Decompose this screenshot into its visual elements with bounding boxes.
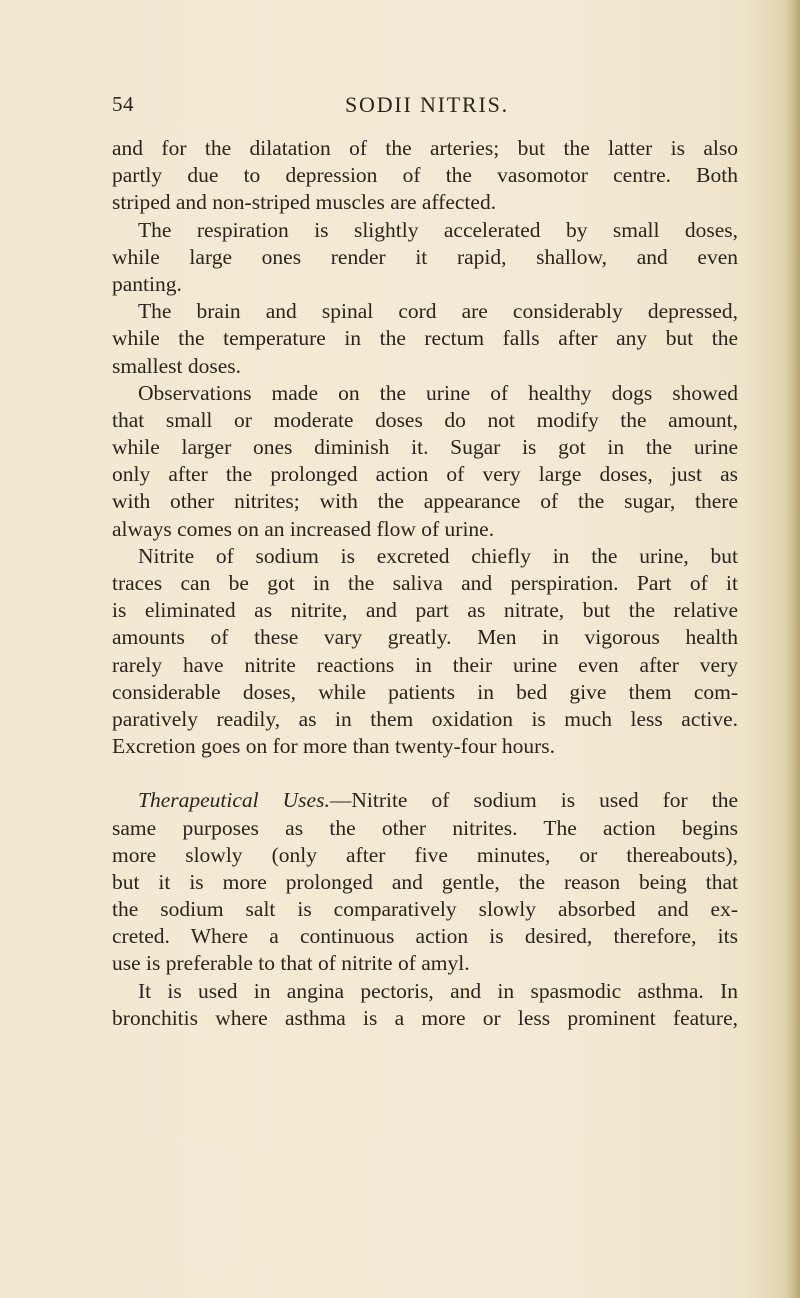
text-line: creted. Where a continuous action is desired, therefore, its: [112, 924, 738, 949]
text-line: striped and non-striped muscles are affected.: [112, 190, 497, 215]
therapeutic-first-line-text: —Nitrite of sodium is used for the: [329, 788, 738, 813]
text-line: panting.: [112, 271, 182, 296]
text-line: traces can be got in the saliva and perspiration. Part of it: [112, 571, 738, 595]
text-line: partly due to depression of the vasomotor centre. Both: [112, 163, 738, 188]
text-line: Nitrite of sodium is excreted chiefly in the urine, but: [138, 543, 738, 568]
text-line: Observations made on the urine of healthy dogs showed: [138, 380, 738, 405]
paragraph-gap: [112, 760, 738, 787]
text-line: bronchitis where asthma is a more or less prominent feature,: [112, 1005, 738, 1030]
text-line: paratively readily, as in them oxidation is much less active.: [112, 706, 738, 731]
therapeutic-heading: Therapeutical Uses.: [138, 788, 330, 813]
text-line: rarely have nitrite reactions in their urine even after very: [112, 652, 738, 677]
body-text: [112, 135, 738, 1032]
page-number: 54: [112, 92, 134, 116]
text-line: is eliminated as nitrite, and part as nitrate, but the relative: [112, 598, 738, 623]
text-line: with other nitrites; with the appearance of the sugar, there: [112, 489, 738, 514]
text-line: The respiration is slightly accelerated by small doses,: [138, 217, 738, 242]
therapeutic-first-line: [112, 787, 738, 814]
text-line: Excretion goes on for more than twenty-four hours.: [112, 734, 556, 759]
text-line: use is preferable to that of nitrite of amyl.: [112, 951, 470, 976]
text-line: while the temperature in the rectum falls after any but the: [112, 326, 738, 351]
page-header: [112, 92, 742, 122]
text-line: while larger ones diminish it. Sugar is got in the urine: [112, 435, 738, 460]
running-title: SODII NITRIS.: [345, 92, 509, 117]
text-line: and for the dilatation of the arteries; but the latter is also: [112, 136, 738, 160]
text-line: considerable doses, while patients in bed give them com-: [112, 679, 738, 704]
text-line: but it is more prolonged and gentle, the reason being that: [112, 869, 738, 894]
text-line: the sodium salt is comparatively slowly absorbed and ex-: [112, 897, 738, 922]
text-line: more slowly (only after five minutes, or thereabouts),: [112, 842, 738, 867]
text-line: always comes on an increased flow of urine.: [112, 516, 495, 541]
text-line: only after the prolonged action of very large doses, just as: [112, 462, 738, 487]
page-edge-shadow: [786, 0, 800, 1298]
text-line: It is used in angina pectoris, and in spasmodic asthma. In: [138, 978, 738, 1003]
text-line: amounts of these vary greatly. Men in vigorous health: [112, 625, 738, 650]
text-line: while large ones render it rapid, shallow, and even: [112, 244, 738, 269]
text-line: same purposes as the other nitrites. The action begins: [112, 815, 738, 840]
text-line: smallest doses.: [112, 353, 241, 378]
text-line: The brain and spinal cord are considerably depressed,: [138, 299, 738, 324]
text-line: that small or moderate doses do not modify the amount,: [112, 407, 738, 432]
